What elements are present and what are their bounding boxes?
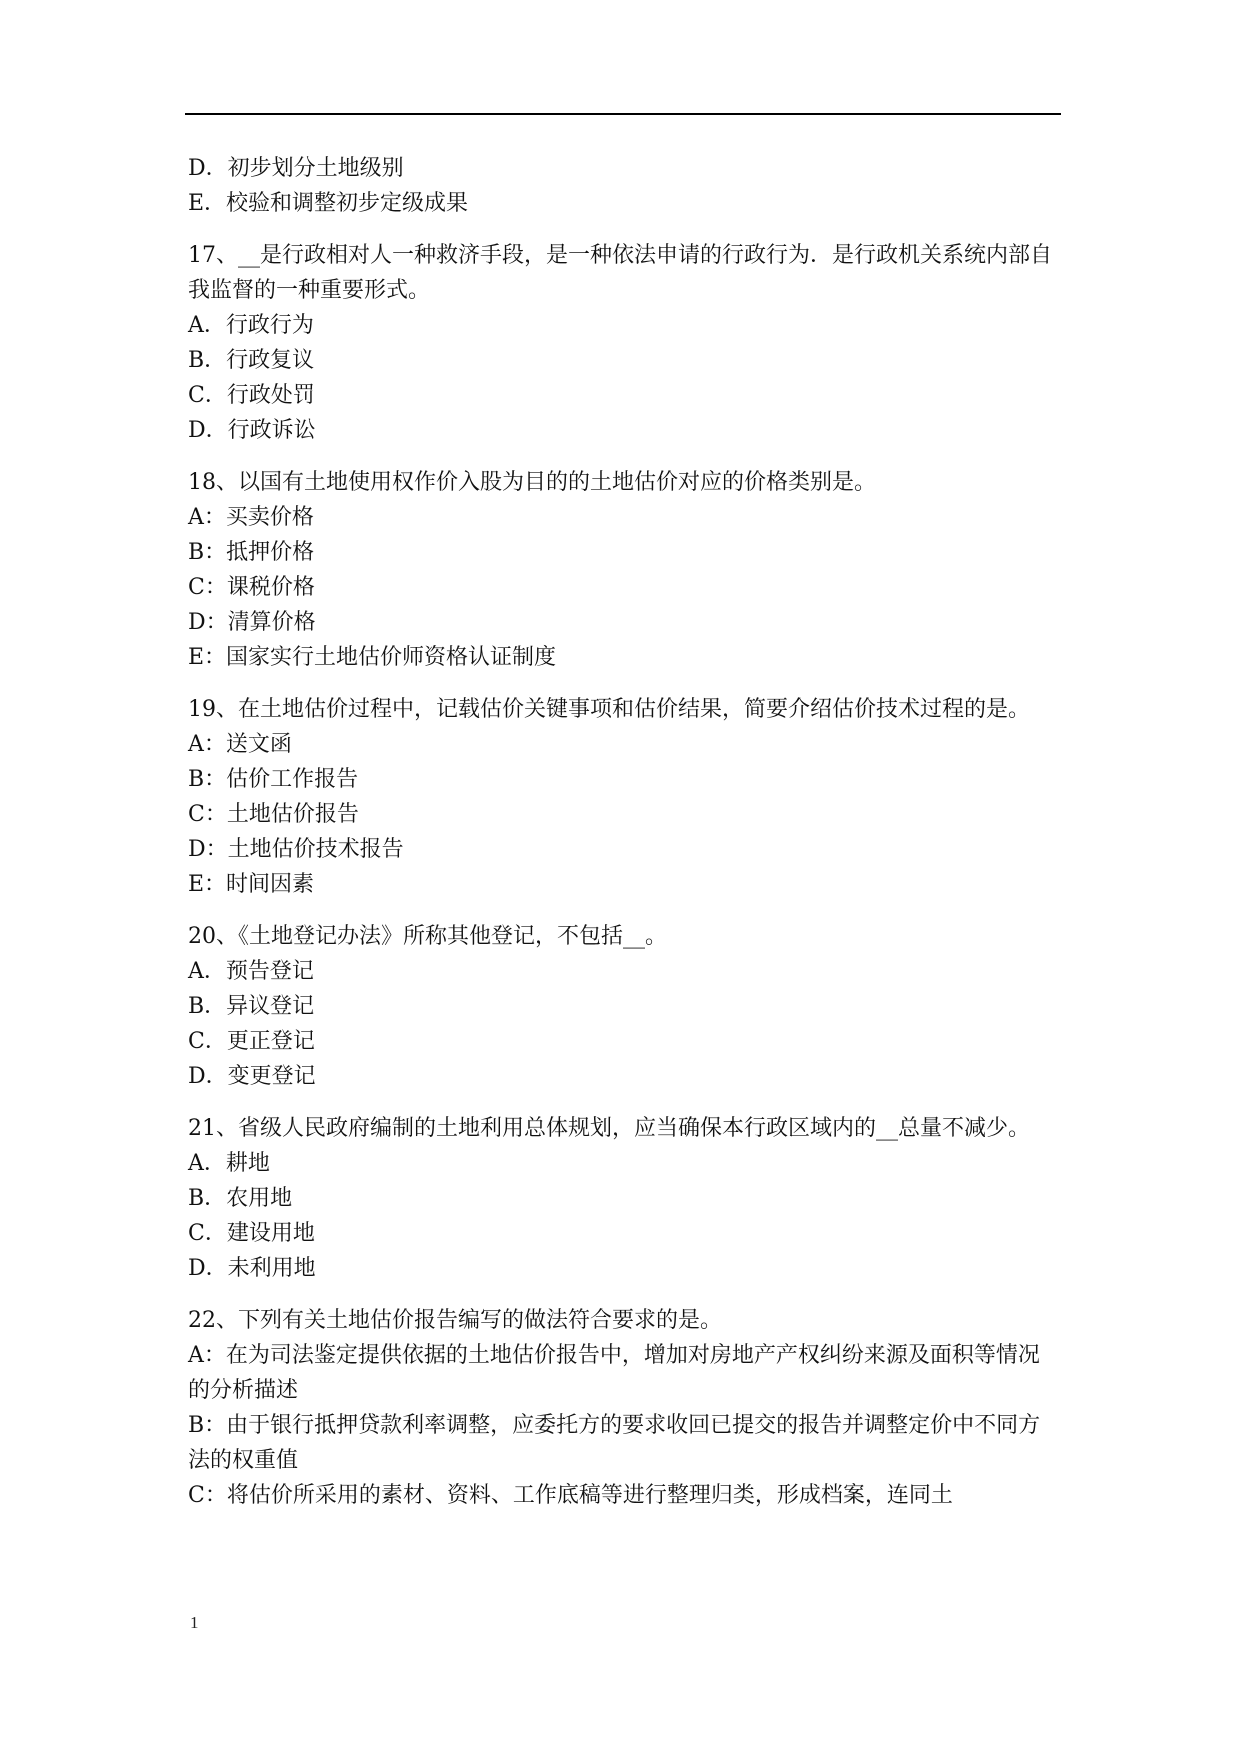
option-b: B：估价工作报告 [188, 767, 359, 792]
question-20-text: 20、《土地登记办法》所称其他登记，不包括__。 [188, 924, 667, 949]
question-22-text: 22、下列有关土地估价报告编写的做法符合要求的是。 [188, 1308, 722, 1333]
question-block-17 [188, 238, 1060, 448]
option-a: A．耕地 [188, 1151, 270, 1176]
option-c: C．行政处罚 [188, 383, 315, 408]
option-c: C：土地估价报告 [188, 802, 359, 827]
question-block-22 [188, 1303, 1060, 1513]
option-e: E．校验和调整初步定级成果 [188, 191, 469, 216]
page-number: 1 [190, 1613, 199, 1632]
option-d: D：土地估价技术报告 [188, 837, 404, 862]
option-d: D．未利用地 [188, 1256, 316, 1281]
question-block-19 [188, 692, 1060, 902]
option-a: A：在为司法鉴定提供依据的土地估价报告中，增加对房地产产权纠纷来源及面积等情况的分析描述 [188, 1343, 1040, 1403]
question-17-text: 17、__是行政相对人一种救济手段，是一种依法申请的行政行为．是行政机关系统内部自我监督的一种重要形式。 [188, 243, 1052, 303]
question-block-16-tail [188, 151, 1060, 221]
option-a: A：买卖价格 [188, 505, 314, 530]
option-e: E：时间因素 [188, 872, 315, 897]
question-18-text: 18、以国有土地使用权作价入股为目的的土地估价对应的价格类别是。 [188, 470, 876, 495]
option-b: B．农用地 [188, 1186, 293, 1211]
header-rule [185, 113, 1061, 115]
option-d: D．初步划分土地级别 [188, 156, 404, 181]
question-block-18 [188, 465, 1060, 675]
option-e: E：国家实行土地估价师资格认证制度 [188, 645, 557, 670]
option-b: B．行政复议 [188, 348, 315, 373]
question-19-text: 19、在土地估价过程中，记载估价关键事项和估价结果，简要介绍估价技术过程的是。 [188, 697, 1030, 722]
document-body [188, 151, 1060, 1513]
option-a: A：送文函 [188, 732, 292, 757]
option-d: D．变更登记 [188, 1064, 316, 1089]
question-block-20 [188, 919, 1060, 1094]
option-c: C．建设用地 [188, 1221, 315, 1246]
option-c: C．更正登记 [188, 1029, 315, 1054]
option-b: B：抵押价格 [188, 540, 315, 565]
option-d: D：清算价格 [188, 610, 316, 635]
option-c: C：将估价所采用的素材、资料、工作底稿等进行整理归类，形成档案，连同土 [188, 1483, 953, 1508]
question-block-21 [188, 1111, 1060, 1286]
option-a: A．行政行为 [188, 313, 314, 338]
option-d: D．行政诉讼 [188, 418, 316, 443]
option-b: B：由于银行抵押贷款利率调整，应委托方的要求收回已提交的报告并调整定价中不同方法的权重值 [188, 1413, 1041, 1473]
option-c: C：课税价格 [188, 575, 315, 600]
option-b: B．异议登记 [188, 994, 315, 1019]
option-a: A．预告登记 [188, 959, 314, 984]
question-21-text: 21、省级人民政府编制的土地利用总体规划，应当确保本行政区域内的__总量不减少。 [188, 1116, 1030, 1141]
